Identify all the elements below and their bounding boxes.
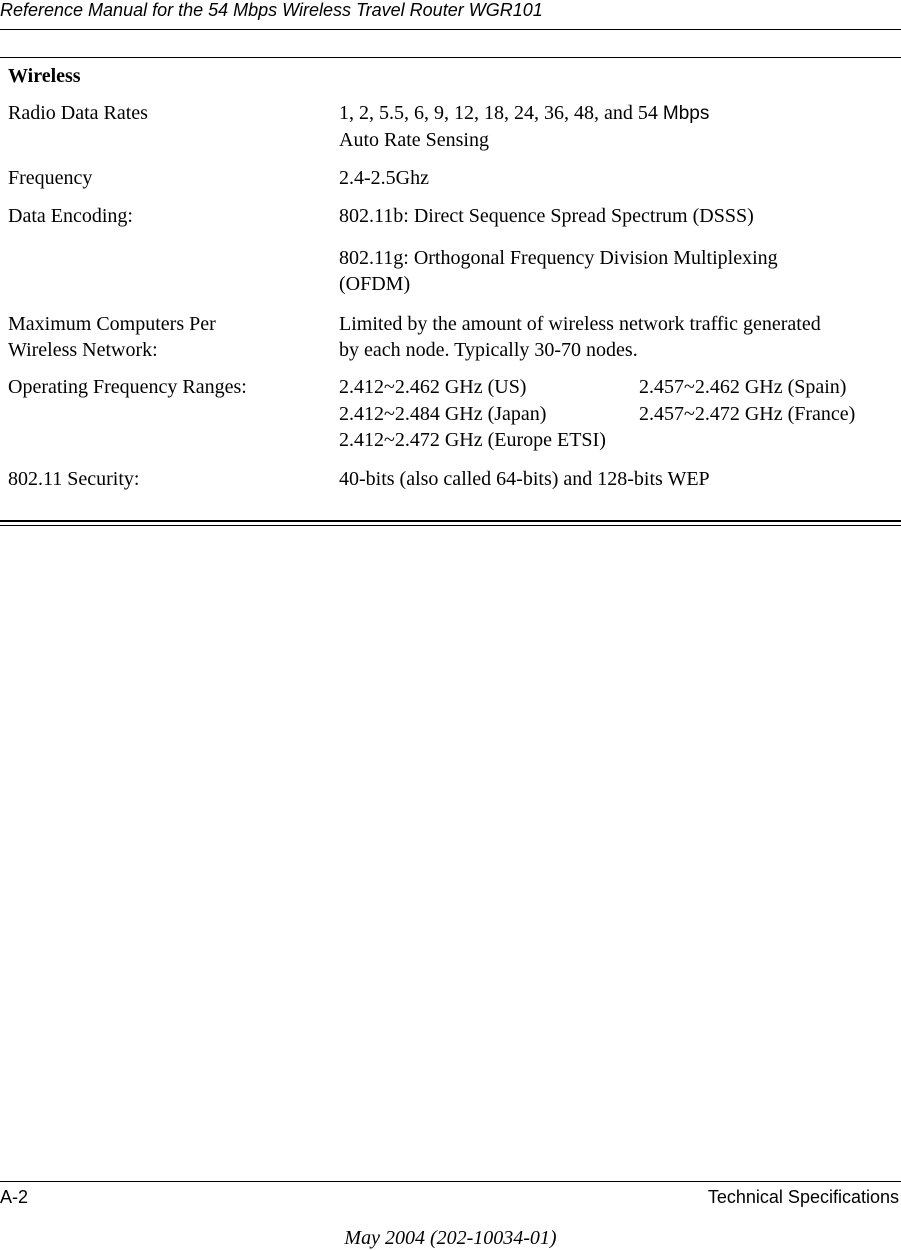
radio-data-rates-value (339, 100, 709, 127)
max-computers-value-line2: by each node. Typically 30-70 nodes. (339, 339, 638, 361)
table-top-rule (0, 57, 901, 58)
table-bottom-rule-2 (0, 525, 901, 526)
data-encoding-11b: 802.11b: Direct Sequence Spread Spectrum (DSSS) (339, 205, 754, 227)
data-encoding-label: Data Encoding: (8, 205, 133, 227)
auto-rate-sensing: Auto Rate Sensing (339, 129, 489, 151)
range-france: 2.457~2.472 GHz (France) (639, 403, 856, 425)
frequency-value: 2.4-2.5Ghz (339, 167, 429, 189)
section-heading: Wireless (8, 65, 81, 87)
range-europe: 2.412~2.472 GHz (Europe ETSI) (339, 429, 606, 451)
footer-page-number: A-2 (0, 1187, 29, 1207)
data-encoding-11g-line2: (OFDM) (339, 273, 411, 295)
max-computers-label-line2: Wireless Network: (8, 339, 158, 361)
range-spain: 2.457~2.462 GHz (Spain) (639, 376, 847, 398)
max-computers-value-line1: Limited by the amount of wireless network traffic generated (339, 313, 821, 335)
data-encoding-11g-line1: 802.11g: Orthogonal Frequency Division Multiplexing (339, 247, 778, 269)
radio-data-rates-label: Radio Data Rates (8, 102, 148, 124)
security-label: 802.11 Security: (8, 468, 140, 490)
footer-date: May 2004 (202-10034-01) (344, 1227, 557, 1249)
radio-data-rates-unit: Mbps (662, 103, 710, 124)
max-computers-label-line1: Maximum Computers Per (8, 313, 216, 335)
radio-data-rates-values: 1, 2, 5.5, 6, 9, 12, 18, 24, 36, 48, and 54 (339, 102, 658, 124)
table-bottom-rule-1 (0, 520, 901, 522)
header-title: Reference Manual for the 54 Mbps Wireless Travel Router WGR101 (0, 0, 543, 20)
range-japan: 2.412~2.484 GHz (Japan) (339, 403, 547, 425)
operating-ranges-label: Operating Frequency Ranges: (8, 376, 247, 398)
range-us: 2.412~2.462 GHz (US) (339, 376, 527, 398)
security-value: 40-bits (also called 64-bits) and 128-bits WEP (339, 468, 710, 490)
frequency-label: Frequency (8, 167, 93, 189)
footer-section-name: Technical Specifications (707, 1187, 899, 1207)
footer-rule (0, 1181, 901, 1182)
header-rule (0, 29, 901, 30)
